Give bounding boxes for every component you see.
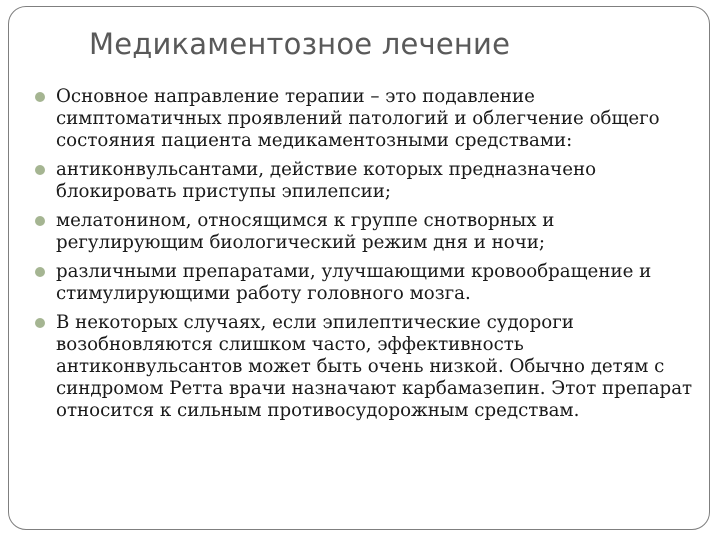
bullet-dot-icon bbox=[35, 92, 45, 102]
bullet-item bbox=[33, 86, 703, 152]
bullet-list bbox=[33, 86, 703, 429]
bullet-text: мелатонином, относящимся к группе снотворных и регулирующим биологический режим дня и ночи; bbox=[56, 210, 555, 253]
slide-title: Медикаментозное лечение bbox=[89, 27, 511, 61]
bullet-item bbox=[33, 210, 703, 254]
bullet-text: различными препаратами, улучшающими кровообращение и стимулирующими работу головного мозга. bbox=[56, 261, 652, 304]
bullet-text: антиконвульсантами, действие которых предназначено блокировать приступы эпилепсии; bbox=[56, 159, 597, 202]
bullet-dot-icon bbox=[35, 267, 45, 277]
bullet-item bbox=[33, 261, 703, 305]
bullet-dot-icon bbox=[35, 216, 45, 226]
bullet-dot-icon bbox=[35, 318, 45, 328]
bullet-item bbox=[33, 312, 703, 422]
bullet-text: В некоторых случаях, если эпилептические судороги возобновляются слишком часто, эффективность антиконвульсантов может быть очень низкой. Обычно детям с синдромом Ретта врачи назначают карбамазепин. Этот препарат относится к сильным противосудорожным средствам. bbox=[56, 312, 693, 421]
bullet-dot-icon bbox=[35, 165, 45, 175]
slide-frame bbox=[8, 6, 710, 530]
bullet-item bbox=[33, 159, 703, 203]
bullet-text: Основное направление терапии – это подавление симптоматичных проявлений патологий и облегчение общего состояния пациента медикаментозными средствами: bbox=[56, 86, 660, 151]
